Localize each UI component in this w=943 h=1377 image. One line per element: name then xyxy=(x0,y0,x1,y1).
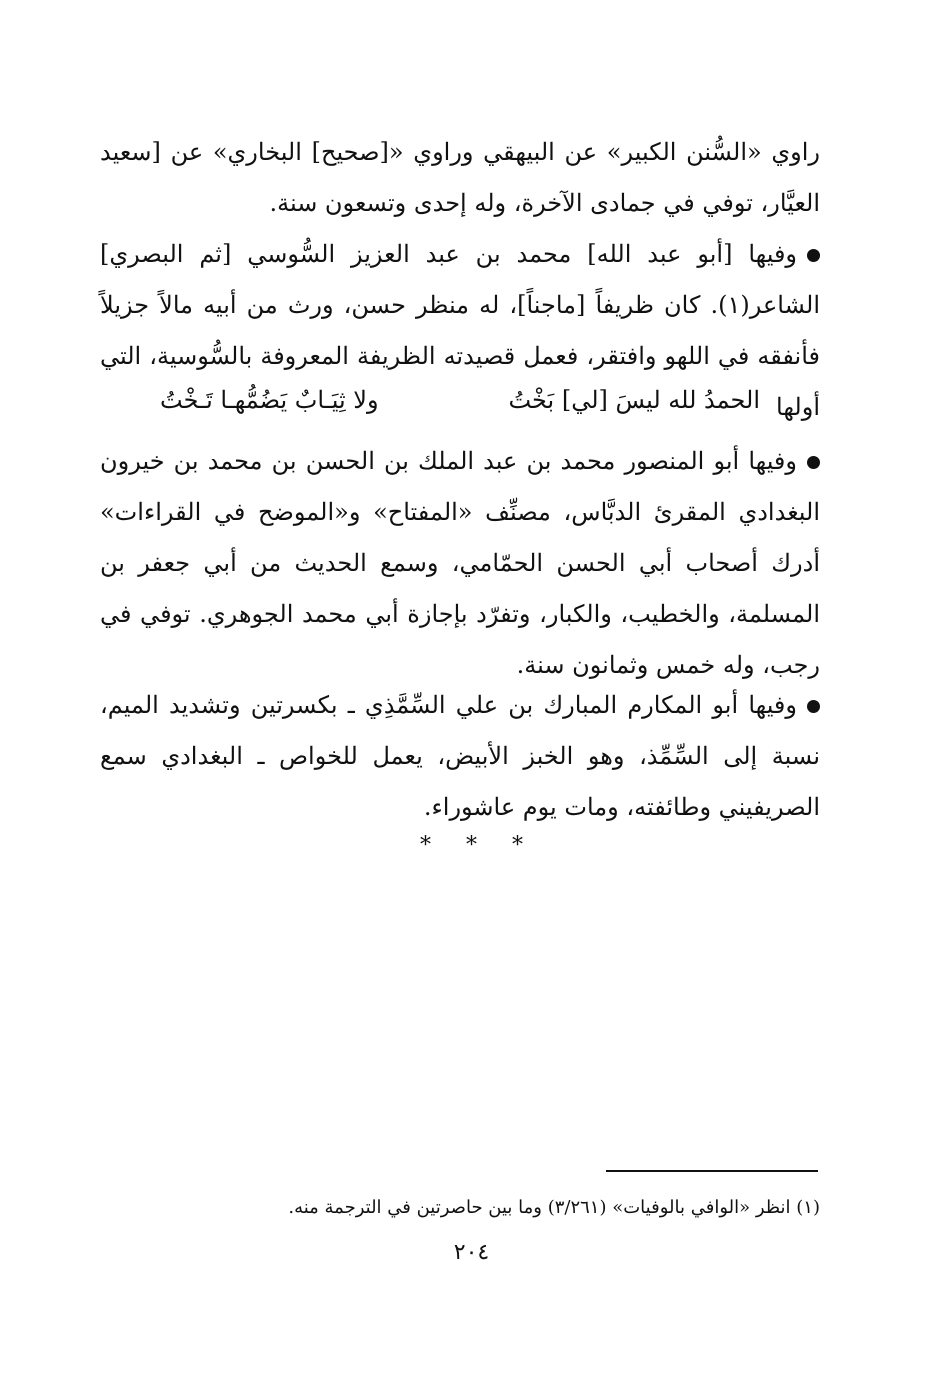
paragraph-1 xyxy=(100,127,820,229)
verse-first-hemistich: الحمدُ لله ليسَ [لي] بَخْتُ xyxy=(508,386,760,414)
verse-second-hemistich: ولا ثِيَـابٌ يَضُمُّهـا تَـخْتُ xyxy=(160,386,379,414)
bullet-icon xyxy=(807,700,820,713)
paragraph-4 xyxy=(100,680,820,833)
poem-verse xyxy=(160,380,760,420)
paragraph-3 xyxy=(100,436,820,691)
bullet-icon xyxy=(807,249,820,262)
paragraph-text: وفيها [أبو عبد الله] محمد بن عبد العزيز السُّوسي [ثم البصري] الشاعر(١). كان ظريفاً [ماجناً]، له منظر حسن، ورث من أبيه مالاً جزيلاً فأنفقه في اللهو وافتقر، فعمل قصيدته الظريفة المعروفة بالسُّوسية، التي أولها xyxy=(100,240,820,421)
footnote-divider xyxy=(606,1170,818,1172)
paragraph-text: وفيها أبو المكارم المبارك بن علي السِّمَّذِي ـ بكسرتين وتشديد الميم، نسبة إلى السِّمِّذ، وهو الخبز الأبيض، يعمل للخواص ـ البغدادي سمع الصريفيني وطائفته، ومات يوم عاشوراء. xyxy=(100,691,821,821)
section-separator: * * * xyxy=(420,833,537,858)
page-number: ٢٠٤ xyxy=(453,1240,490,1265)
footnote: (١) انظر «الوافي بالوفيات» (٣/٢٦١) وما بين حاصرتين في الترجمة منه. xyxy=(288,1197,820,1218)
bullet-icon xyxy=(807,456,820,469)
paragraph-text: راوي «السُّنن الكبير» عن البيهقي وراوي «[صحيح] البخاري» عن [سعيد العيَّار، توفي في جمادى الآخرة، وله إحدى وتسعون سنة. xyxy=(100,138,820,217)
paragraph-text: وفيها أبو المنصور محمد بن عبد الملك بن الحسن بن محمد بن خيرون البغدادي المقرئ الدبَّاس، مصنِّف «المفتاح» و«الموضح في القراءات» أدرك أصحاب أبي الحسن الحمّامي، وسمع الحديث من أبي جعفر بن المسلمة، والخطيب، والكبار، وتفرّد بإجازة أبي محمد الجوهري. توفي في رجب، وله خمس وثمانون سنة. xyxy=(100,447,820,679)
